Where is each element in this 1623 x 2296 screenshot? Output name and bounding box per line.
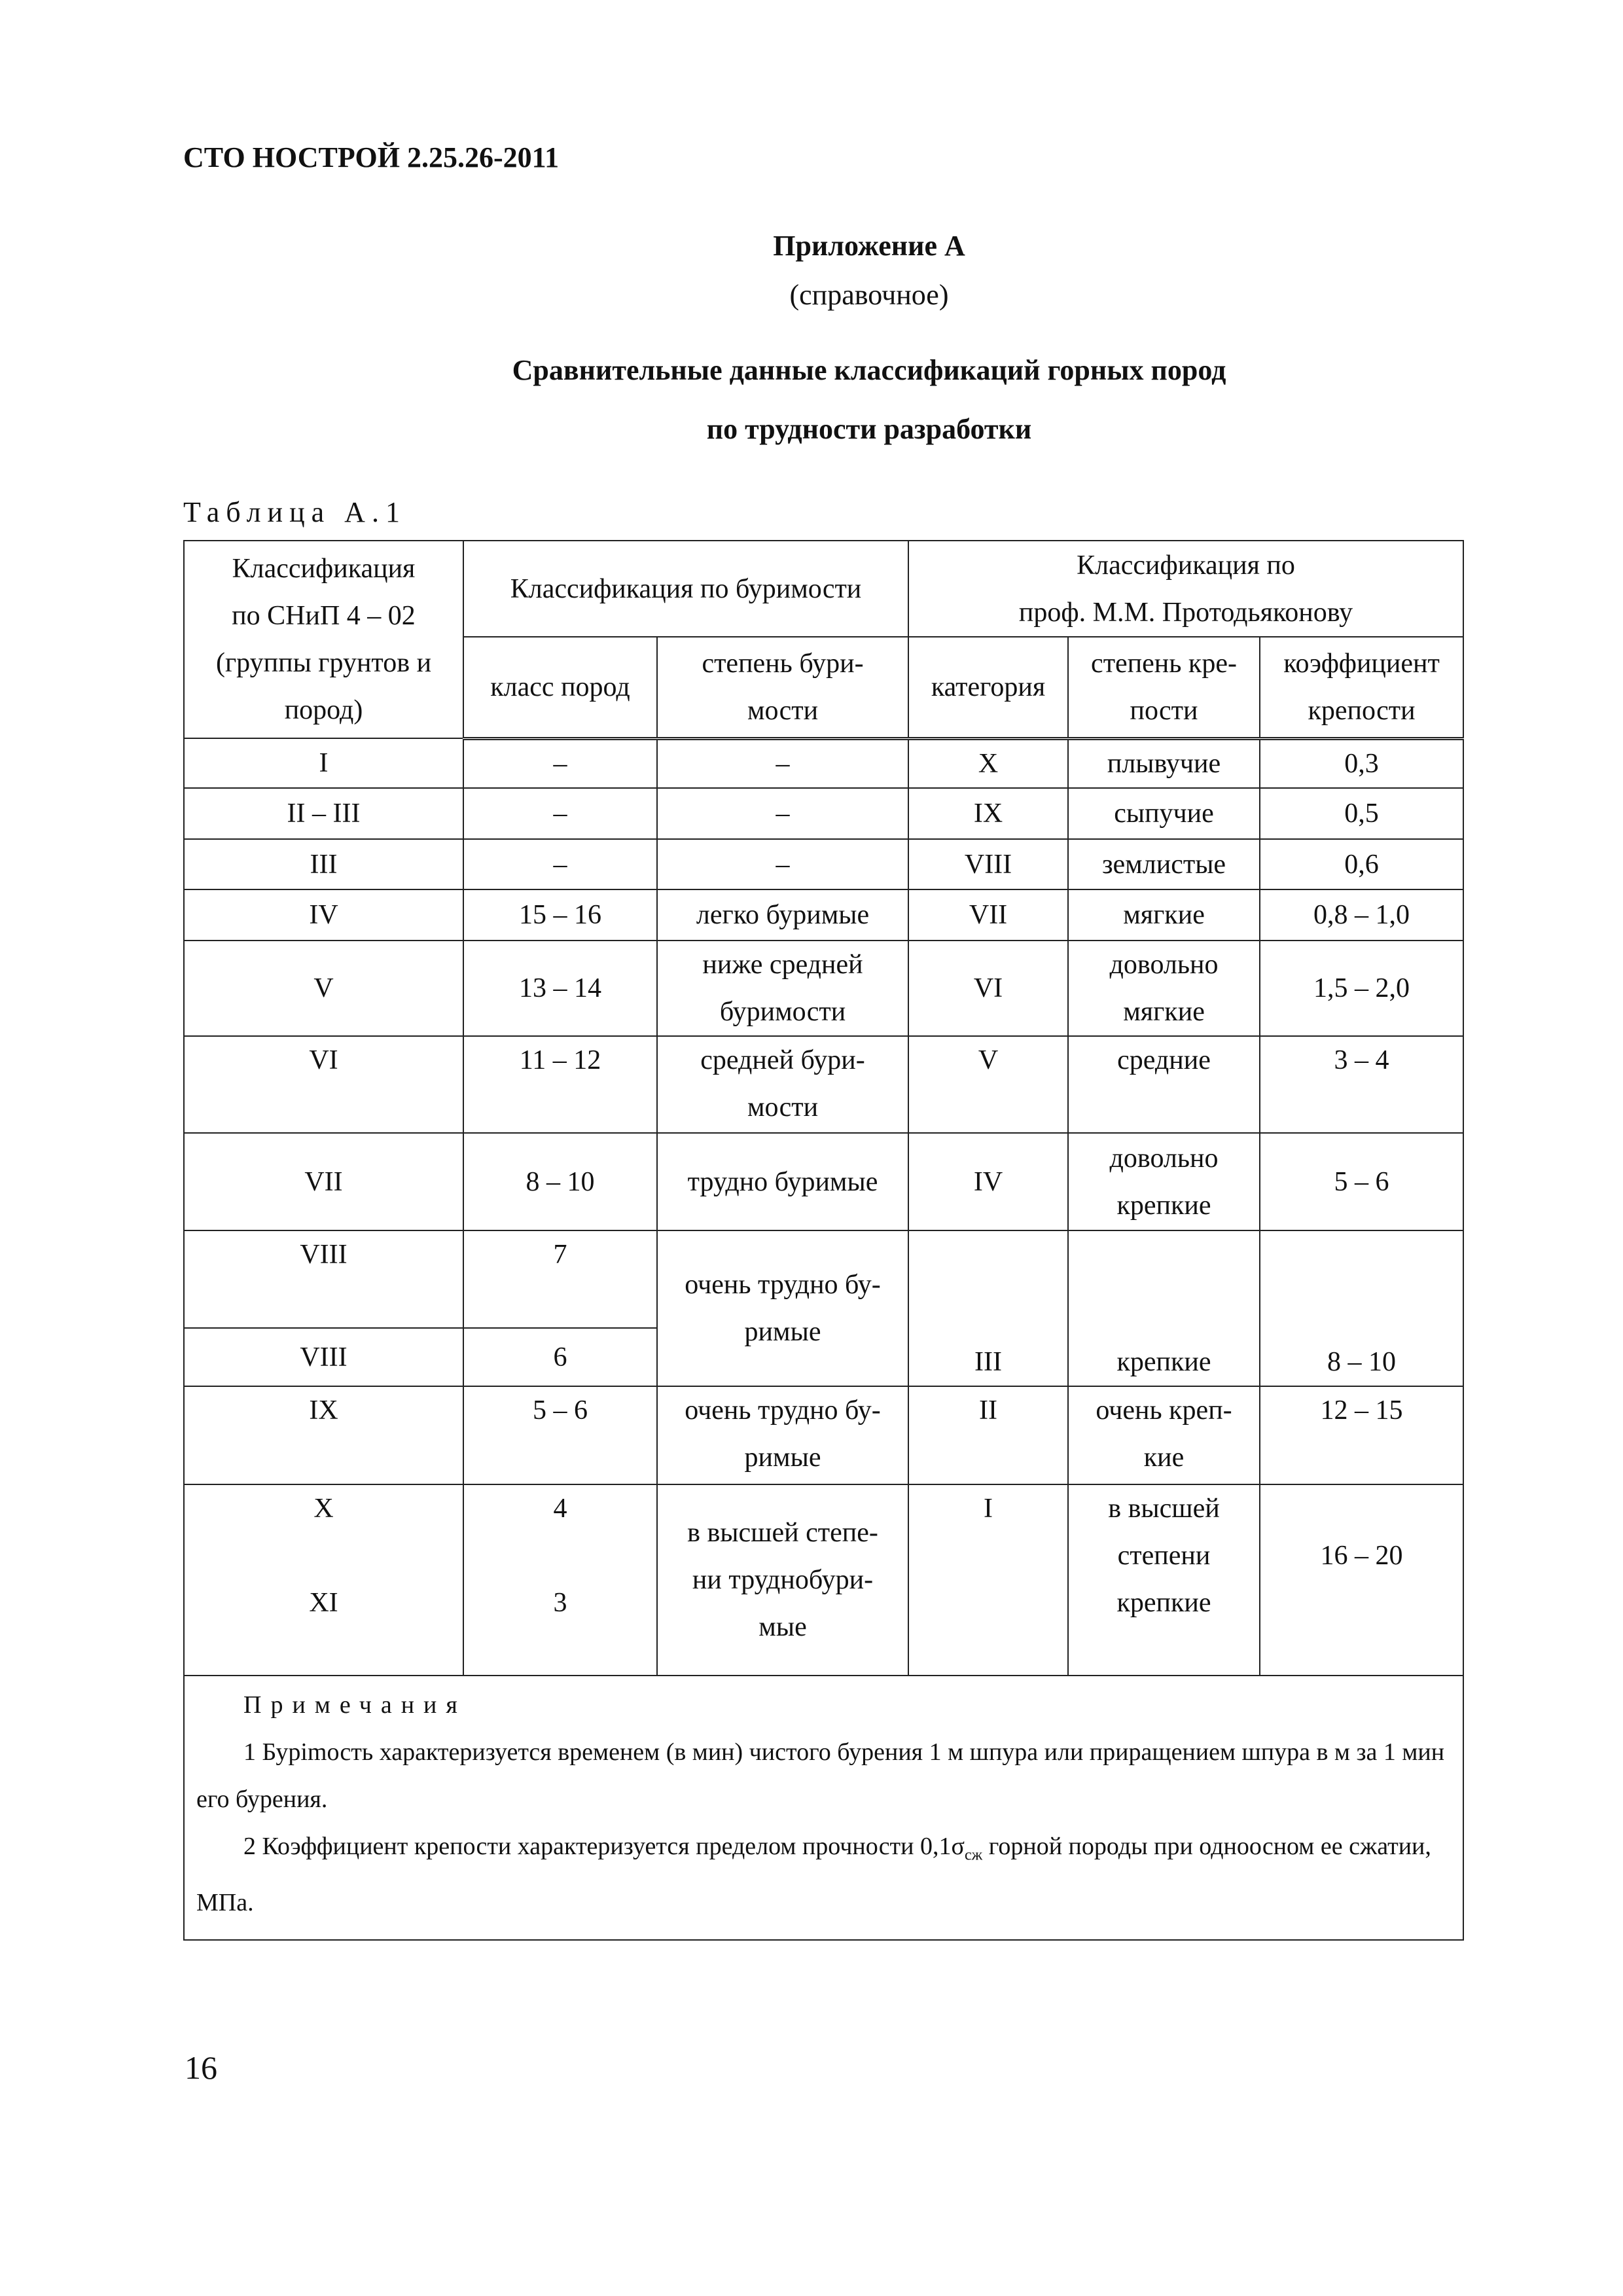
cell-group: IX <box>184 1386 463 1484</box>
document-title-line2: по трудности разработки <box>706 413 1032 445</box>
header-coef: коэффициент крепости <box>1260 637 1463 738</box>
table-label: Таблица А.1 <box>183 496 406 528</box>
cell-group: V <box>184 941 463 1036</box>
cell-coef: 1,5 – 2,0 <box>1260 941 1463 1036</box>
cell-strength: очень креп- кие <box>1068 1386 1260 1484</box>
cell-category: I <box>908 1484 1068 1676</box>
cell-drill: легко буримые <box>657 889 908 941</box>
cell-category: VIII <box>908 839 1068 889</box>
table-row <box>184 1386 1463 1484</box>
cell-drill: в высшей степе- ни труднобури- мые <box>657 1484 908 1676</box>
cell-coef: 8 – 10 <box>1260 1230 1463 1386</box>
cell-coef: 0,8 – 1,0 <box>1260 889 1463 941</box>
cell-drill: средней бури- мости <box>657 1036 908 1133</box>
note-2: 2 Коэффициент крепости характеризуется пределом прочности $0,1\sigma_{сж}$ горной породы при одноосном ее сжатии, МПа. <box>196 1833 1431 1916</box>
cell-drill: ниже средней буримости <box>657 941 908 1036</box>
cell-coef: 0,5 <box>1260 788 1463 839</box>
header-drill-degree: степень бури- мости <box>657 637 908 738</box>
cell-group: I <box>184 738 463 788</box>
header-snip: Классификация по СНиП 4 – 02 (группы грунтов и пород) <box>184 541 463 738</box>
cell-strength: средние <box>1068 1036 1260 1133</box>
cell-strength: крепкие <box>1068 1230 1260 1386</box>
cell-coef: 3 – 4 <box>1260 1036 1463 1133</box>
cell-coef: 16 – 20 <box>1260 1484 1463 1676</box>
cell-group: II – III <box>184 788 463 839</box>
cell-coef: 5 – 6 <box>1260 1133 1463 1230</box>
cell-category: III <box>908 1230 1068 1386</box>
cell-strength: плывучие <box>1068 738 1260 788</box>
cell-class: 4 3 <box>463 1484 657 1676</box>
notes-heading: Примечания <box>243 1691 467 1719</box>
cell-group: X XI <box>184 1484 463 1676</box>
cell-class: 5 – 6 <box>463 1386 657 1484</box>
cell-group: VII <box>184 1133 463 1230</box>
header-drill: Классификация по буримости <box>463 541 908 637</box>
cell-category: X <box>908 738 1068 788</box>
table-row <box>184 941 1463 1036</box>
cell-drill: очень трудно бу- римые <box>657 1386 908 1484</box>
standard-code: СТО НОСТРОЙ 2.25.26-2011 <box>183 141 560 173</box>
notes-row <box>184 1676 1463 1940</box>
table-row <box>184 1484 1463 1676</box>
table-row <box>184 788 1463 839</box>
table-notes <box>184 1676 1463 1940</box>
cell-coef: 0,3 <box>1260 738 1463 788</box>
cell-strength: сыпучие <box>1068 788 1260 839</box>
header-strength-degree: степень кре- пости <box>1068 637 1260 738</box>
cell-strength: в высшей степени крепкие <box>1068 1484 1260 1676</box>
table-row <box>184 889 1463 941</box>
cell-class: – <box>463 738 657 788</box>
cell-coef: 12 – 15 <box>1260 1386 1463 1484</box>
header-category: категория <box>908 637 1068 738</box>
table-row <box>184 1230 1463 1328</box>
cell-strength: довольно крепкие <box>1068 1133 1260 1230</box>
cell-class: 11 – 12 <box>463 1036 657 1133</box>
cell-class: 7 <box>463 1230 657 1328</box>
note-1: 1 Бурimость характеризуется временем (в мин) чистого бурения 1 м шпура или приращением шпура в м за 1 мин его бурения. <box>196 1738 1445 1813</box>
cell-group: III <box>184 839 463 889</box>
cell-strength: довольно мягкие <box>1068 941 1260 1036</box>
table-row <box>184 839 1463 889</box>
appendix-subtitle: (справочное) <box>789 279 949 311</box>
cell-group: VIII <box>184 1328 463 1386</box>
appendix-title: Приложение А <box>773 230 965 262</box>
cell-class: 6 <box>463 1328 657 1386</box>
cell-category: VI <box>908 941 1068 1036</box>
cell-category: V <box>908 1036 1068 1133</box>
cell-strength: землистые <box>1068 839 1260 889</box>
page-number: 16 <box>185 2049 217 2086</box>
cell-drill: трудно буримые <box>657 1133 908 1230</box>
cell-drill: – <box>657 839 908 889</box>
cell-drill: – <box>657 788 908 839</box>
header-class: класс пород <box>463 637 657 738</box>
table-row <box>184 1036 1463 1133</box>
cell-drill: очень трудно бу- римые <box>657 1230 908 1386</box>
table-row <box>184 738 1463 788</box>
cell-category: IX <box>908 788 1068 839</box>
cell-class: – <box>463 839 657 889</box>
cell-class: 15 – 16 <box>463 889 657 941</box>
cell-category: IV <box>908 1133 1068 1230</box>
cell-coef: 0,6 <box>1260 839 1463 889</box>
header-protodyakonov: Классификация по проф. М.М. Протодьяконову <box>908 541 1463 637</box>
cell-class: 13 – 14 <box>463 941 657 1036</box>
cell-class: 8 – 10 <box>463 1133 657 1230</box>
cell-drill: – <box>657 738 908 788</box>
cell-group: VI <box>184 1036 463 1133</box>
document-title: Сравнительные данные классификаций горных пород <box>512 354 1226 386</box>
classification-table <box>183 540 1464 1941</box>
cell-group: IV <box>184 889 463 941</box>
cell-strength: мягкие <box>1068 889 1260 941</box>
cell-category: VII <box>908 889 1068 941</box>
cell-category: II <box>908 1386 1068 1484</box>
cell-class: – <box>463 788 657 839</box>
table-row <box>184 1133 1463 1230</box>
cell-group: VIII <box>184 1230 463 1328</box>
